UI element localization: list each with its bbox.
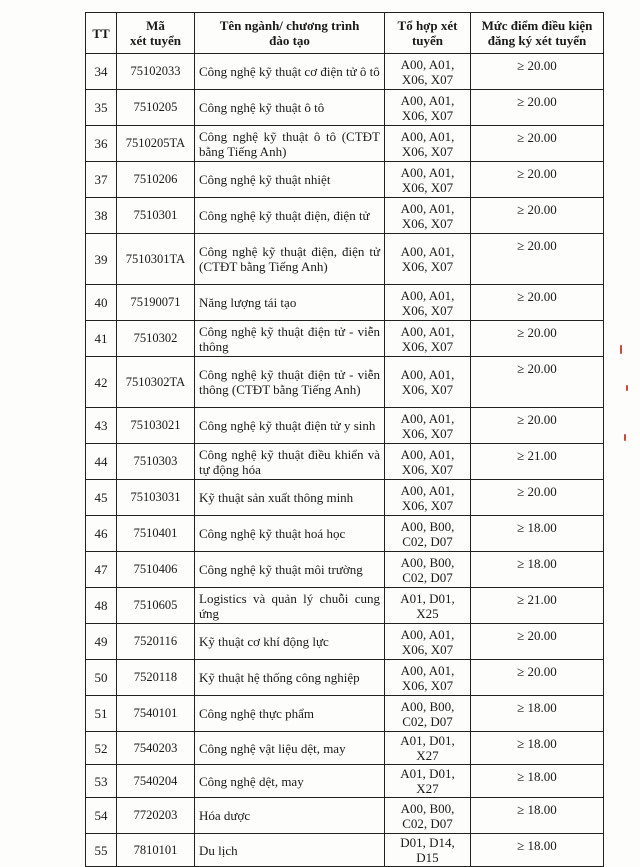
- header-score: [471, 13, 604, 54]
- row-tt: 44: [86, 444, 117, 480]
- row-code: 7510302TA: [117, 357, 195, 408]
- table-row: [86, 126, 604, 162]
- row-code: 7540101: [117, 696, 195, 732]
- row-score: ≥ 20.00: [471, 624, 604, 660]
- row-combo: A00, A01, X06, X07: [385, 444, 471, 480]
- row-tt: 43: [86, 408, 117, 444]
- row-score: ≥ 18.00: [471, 732, 604, 765]
- table-row: [86, 90, 604, 126]
- row-combo: A00, B00, C02, D07: [385, 516, 471, 552]
- row-name: Công nghệ kỹ thuật điều khiển và tự động hóa: [195, 444, 385, 480]
- table-row: [86, 660, 604, 696]
- row-combo: A00, A01, X06, X07: [385, 660, 471, 696]
- row-combo: A00, A01, X06, X07: [385, 408, 471, 444]
- margin-ink-mark: [624, 434, 626, 441]
- row-code: 7540204: [117, 765, 195, 798]
- header-combo-line2: tuyển: [411, 33, 444, 48]
- row-tt: 45: [86, 480, 117, 516]
- row-score: ≥ 20.00: [471, 126, 604, 162]
- row-name: Kỹ thuật hệ thống công nghiệp: [195, 660, 385, 696]
- row-name: Công nghệ kỹ thuật nhiệt: [195, 162, 385, 198]
- table-row: [86, 516, 604, 552]
- table-row: [86, 552, 604, 588]
- header-score-line1: Mức điểm điều kiện: [481, 18, 593, 33]
- margin-ink-mark: [620, 345, 622, 354]
- row-score: ≥ 20.00: [471, 90, 604, 126]
- row-tt: 50: [86, 660, 117, 696]
- row-name: Công nghệ kỹ thuật cơ điện tử ô tô: [195, 54, 385, 90]
- margin-ink-mark: [626, 385, 628, 391]
- table-row: [86, 234, 604, 285]
- table-row: [86, 54, 604, 90]
- row-tt: 52: [86, 732, 117, 765]
- row-combo: A00, A01, X06, X07: [385, 480, 471, 516]
- row-name: Công nghệ dệt, may: [195, 765, 385, 798]
- row-score: ≥ 20.00: [471, 285, 604, 321]
- row-code: 75103021: [117, 408, 195, 444]
- row-code: 7510302: [117, 321, 195, 357]
- header-combo-line1: Tổ hợp xét: [397, 18, 458, 33]
- row-code: 7510303: [117, 444, 195, 480]
- header-name: [195, 13, 385, 54]
- table-row: [86, 162, 604, 198]
- row-code: 7510605: [117, 588, 195, 624]
- row-score: ≥ 20.00: [471, 162, 604, 198]
- admission-table: [85, 12, 604, 867]
- row-code: 7510205TA: [117, 126, 195, 162]
- row-name: Hóa dược: [195, 798, 385, 834]
- row-combo: A00, A01, X06, X07: [385, 198, 471, 234]
- table-row: [86, 480, 604, 516]
- row-combo: A00, A01, X06, X07: [385, 90, 471, 126]
- table-row: [86, 588, 604, 624]
- row-score: ≥ 20.00: [471, 480, 604, 516]
- header-score-line2: đăng ký xét tuyển: [487, 33, 587, 48]
- table-row: [86, 321, 604, 357]
- row-tt: 46: [86, 516, 117, 552]
- row-tt: 35: [86, 90, 117, 126]
- row-score: ≥ 20.00: [471, 321, 604, 357]
- row-code: 75103031: [117, 480, 195, 516]
- header-code-line2: xét tuyển: [130, 33, 181, 48]
- row-code: 7510206: [117, 162, 195, 198]
- row-combo: A01, D01, X25: [385, 588, 471, 624]
- table-row: [86, 732, 604, 765]
- row-score: ≥ 20.00: [471, 357, 604, 408]
- row-code: 7510401: [117, 516, 195, 552]
- row-code: 7510301TA: [117, 234, 195, 285]
- row-score: ≥ 18.00: [471, 765, 604, 798]
- row-score: ≥ 18.00: [471, 834, 604, 867]
- row-combo: A00, A01, X06, X07: [385, 624, 471, 660]
- table-row: [86, 834, 604, 867]
- row-name: Công nghệ kỹ thuật điện, điện tử (CTĐT bằng Tiếng Anh): [195, 234, 385, 285]
- row-tt: 39: [86, 234, 117, 285]
- row-score: ≥ 18.00: [471, 696, 604, 732]
- row-combo: A00, A01, X06, X07: [385, 54, 471, 90]
- table-row: [86, 798, 604, 834]
- row-tt: 48: [86, 588, 117, 624]
- table-row: [86, 765, 604, 798]
- row-tt: 42: [86, 357, 117, 408]
- row-name: Công nghệ kỹ thuật ô tô: [195, 90, 385, 126]
- row-score: ≥ 20.00: [471, 660, 604, 696]
- table-row: [86, 444, 604, 480]
- header-code: [117, 13, 195, 54]
- header-name-line2: đào tạo: [269, 33, 310, 48]
- row-tt: 54: [86, 798, 117, 834]
- table-row: [86, 408, 604, 444]
- row-tt: 40: [86, 285, 117, 321]
- row-score: ≥ 21.00: [471, 444, 604, 480]
- row-tt: 38: [86, 198, 117, 234]
- row-name: Công nghệ thực phẩm: [195, 696, 385, 732]
- row-combo: A00, B00, C02, D07: [385, 552, 471, 588]
- row-code: 7510301: [117, 198, 195, 234]
- row-code: 7520116: [117, 624, 195, 660]
- row-tt: 36: [86, 126, 117, 162]
- row-score: ≥ 18.00: [471, 516, 604, 552]
- row-name: Kỹ thuật sản xuất thông minh: [195, 480, 385, 516]
- row-name: Du lịch: [195, 834, 385, 867]
- row-name: Năng lượng tái tạo: [195, 285, 385, 321]
- row-combo: D01, D14, D15: [385, 834, 471, 867]
- row-name: Logistics và quản lý chuỗi cung ứng: [195, 588, 385, 624]
- table-row: [86, 624, 604, 660]
- row-tt: 41: [86, 321, 117, 357]
- row-score: ≥ 18.00: [471, 552, 604, 588]
- row-code: 7510205: [117, 90, 195, 126]
- row-tt: 47: [86, 552, 117, 588]
- row-tt: 37: [86, 162, 117, 198]
- header-name-line1: Tên ngành/ chương trình: [219, 18, 360, 33]
- row-combo: A00, A01, X06, X07: [385, 126, 471, 162]
- header-code-line1: Mã: [146, 18, 165, 33]
- row-name: Công nghệ kỹ thuật ô tô (CTĐT bằng Tiếng Anh): [195, 126, 385, 162]
- row-tt: 53: [86, 765, 117, 798]
- row-combo: A00, A01, X06, X07: [385, 357, 471, 408]
- header-tt-label: TT: [92, 25, 110, 41]
- row-score: ≥ 20.00: [471, 54, 604, 90]
- row-score: ≥ 21.00: [471, 588, 604, 624]
- table-row: [86, 357, 604, 408]
- row-tt: 49: [86, 624, 117, 660]
- table-row: [86, 696, 604, 732]
- table-row: [86, 285, 604, 321]
- row-name: Công nghệ kỹ thuật điện tử y sinh: [195, 408, 385, 444]
- row-code: 7510406: [117, 552, 195, 588]
- row-combo: A00, A01, X06, X07: [385, 234, 471, 285]
- row-combo: A00, B00, C02, D07: [385, 798, 471, 834]
- header-combo: [385, 13, 471, 54]
- row-code: 7810101: [117, 834, 195, 867]
- row-code: 7720203: [117, 798, 195, 834]
- row-name: Công nghệ vật liệu dệt, may: [195, 732, 385, 765]
- table-header-row: [86, 13, 604, 54]
- row-combo: A00, A01, X06, X07: [385, 321, 471, 357]
- row-tt: 51: [86, 696, 117, 732]
- row-code: 7540203: [117, 732, 195, 765]
- row-name: Công nghệ kỹ thuật điện tử - viễn thông (CTĐT bằng Tiếng Anh): [195, 357, 385, 408]
- row-name: Công nghệ kỹ thuật môi trường: [195, 552, 385, 588]
- row-code: 75102033: [117, 54, 195, 90]
- row-score: ≥ 18.00: [471, 798, 604, 834]
- table-row: [86, 198, 604, 234]
- row-tt: 55: [86, 834, 117, 867]
- row-code: 75190071: [117, 285, 195, 321]
- row-combo: A00, B00, C02, D07: [385, 696, 471, 732]
- row-combo: A00, A01, X06, X07: [385, 285, 471, 321]
- row-name: Công nghệ kỹ thuật điện tử - viễn thông: [195, 321, 385, 357]
- row-combo: A01, D01, X27: [385, 732, 471, 765]
- row-tt: 34: [86, 54, 117, 90]
- row-name: Kỹ thuật cơ khí động lực: [195, 624, 385, 660]
- row-score: ≥ 20.00: [471, 234, 604, 285]
- row-score: ≥ 20.00: [471, 198, 604, 234]
- header-tt: [86, 13, 117, 54]
- row-score: ≥ 20.00: [471, 408, 604, 444]
- row-code: 7520118: [117, 660, 195, 696]
- row-combo: A00, A01, X06, X07: [385, 162, 471, 198]
- row-name: Công nghệ kỹ thuật điện, điện tử: [195, 198, 385, 234]
- row-name: Công nghệ kỹ thuật hoá học: [195, 516, 385, 552]
- row-combo: A01, D01, X27: [385, 765, 471, 798]
